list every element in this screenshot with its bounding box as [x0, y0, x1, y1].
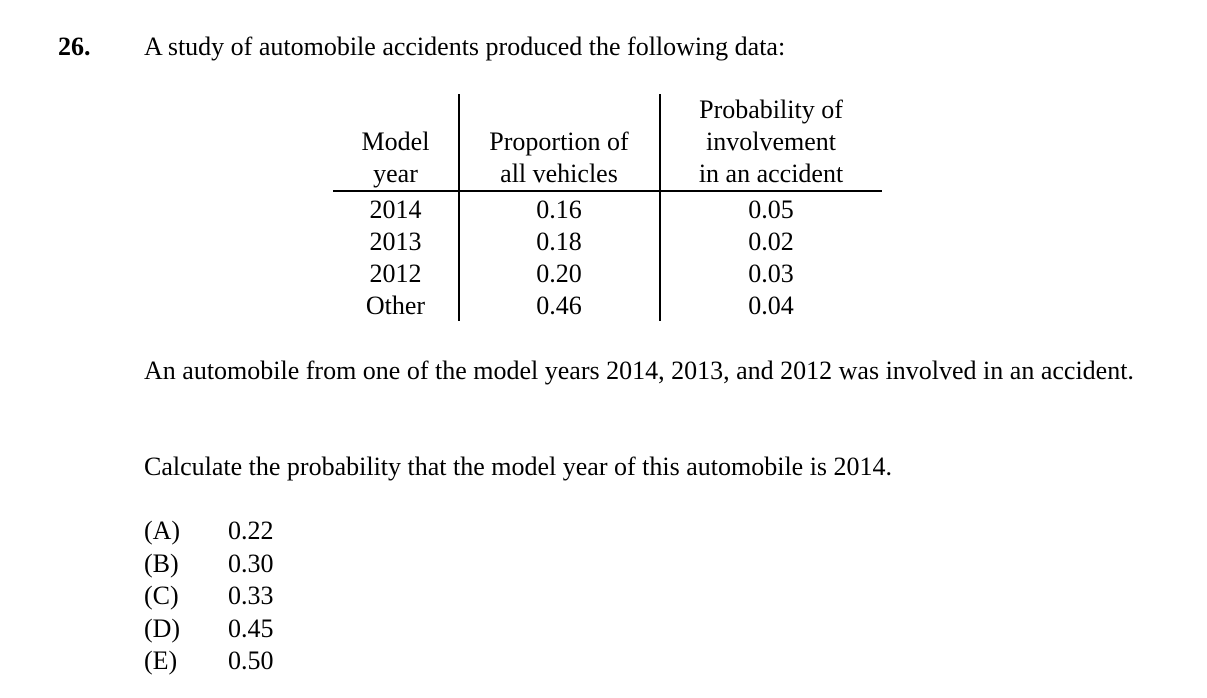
header-proportion-line-2: all vehicles: [500, 159, 618, 188]
scenario-text: An automobile from one of the model years 2014, 2013, and 2012 was involved in an accident.: [144, 356, 1134, 385]
cell-year: 2012: [369, 259, 422, 288]
choice-letter: (D): [144, 613, 181, 643]
header-probability-line-1: Probability of: [699, 95, 843, 124]
header-model-year-line-2: year: [373, 159, 418, 188]
question-number: 26.: [58, 32, 91, 61]
cell-probability: 0.04: [748, 291, 794, 320]
prompt-text: Calculate the probability that the model year of this automobile is 2014.: [144, 452, 893, 481]
cell-year: 2014: [369, 195, 422, 224]
cell-probability: 0.05: [748, 195, 794, 224]
choice-letter: (C): [144, 581, 179, 610]
table-row: [333, 194, 882, 226]
cell-probability: 0.02: [748, 227, 794, 256]
cell-year: 2013: [369, 227, 422, 256]
header-probability-line-2: involvement: [706, 127, 836, 156]
choice-letter: (E): [144, 646, 178, 675]
header-model-year: [333, 126, 458, 190]
choice-letter: (A): [144, 516, 181, 545]
header-probability: [660, 94, 882, 190]
choice-value: 0.22: [228, 516, 274, 545]
table-row: [333, 290, 882, 322]
table-row: [333, 226, 882, 258]
choice-letter: (B): [144, 548, 179, 578]
question-intro: A study of automobile accidents produced the following data:: [144, 32, 786, 61]
cell-proportion: 0.46: [536, 291, 582, 320]
header-rule: [333, 190, 882, 192]
cell-proportion: 0.20: [536, 259, 582, 288]
cell-probability: 0.03: [748, 259, 794, 288]
choice-value: 0.33: [228, 581, 274, 610]
choice-value: 0.50: [228, 646, 274, 675]
header-probability-line-3: in an accident: [698, 159, 844, 188]
header-proportion-line-1: Proportion of: [489, 127, 629, 156]
choice-value: 0.30: [228, 548, 274, 578]
cell-proportion: 0.16: [536, 195, 582, 224]
header-proportion: [459, 126, 659, 190]
choice-value: 0.45: [228, 613, 274, 643]
data-table: [333, 94, 882, 321]
table-row: [333, 258, 882, 290]
cell-year: Other: [365, 291, 426, 320]
cell-proportion: 0.18: [536, 227, 582, 256]
header-model-year-line-1: Model: [361, 127, 430, 156]
